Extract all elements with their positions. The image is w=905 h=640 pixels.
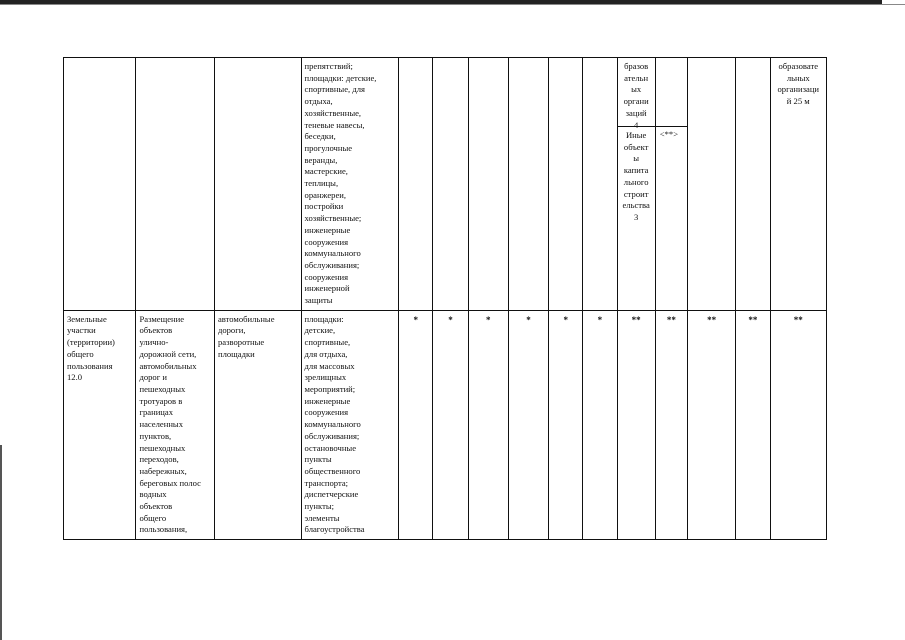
- text-line: Земельные: [67, 313, 107, 324]
- table-cell-split: [617, 58, 655, 311]
- text-line: органи: [623, 96, 649, 107]
- text-line: ельства: [622, 200, 650, 211]
- table-cell: [136, 310, 215, 539]
- text-line: 4: [634, 119, 639, 130]
- table-cell: [214, 310, 301, 539]
- text-line: бразов: [624, 61, 649, 71]
- text-line: 3: [634, 211, 639, 222]
- text-line: дороги,: [217, 325, 246, 336]
- text-line: Иные: [625, 130, 647, 140]
- text-line: ых: [631, 84, 642, 95]
- text-line: инженерные: [304, 224, 351, 235]
- split-cell-top: [618, 58, 655, 130]
- text-line: остановочные: [304, 442, 357, 453]
- table-cell: [64, 310, 136, 539]
- table-cell: [214, 58, 301, 311]
- text-line: для массовых: [304, 360, 355, 371]
- text-line: сооружения: [304, 236, 349, 247]
- table-cell: [508, 58, 548, 311]
- text-line: границах: [139, 407, 174, 418]
- text-line: пользования,: [139, 524, 188, 535]
- table-row: [64, 58, 827, 311]
- text-line: объектов: [139, 501, 173, 512]
- text-line: сооружения: [304, 407, 349, 418]
- text-line: беседки,: [304, 131, 336, 142]
- text-line: объектов: [139, 325, 173, 336]
- text-line: общего: [67, 348, 94, 359]
- text-line: строит: [623, 188, 649, 199]
- text-line: коммунального: [304, 419, 361, 430]
- text-line: площадки: [217, 348, 255, 359]
- text-line: ательн: [624, 72, 649, 83]
- table-cell: [770, 58, 826, 311]
- text-line: спортивные, для: [304, 84, 365, 95]
- mark-cell: *: [468, 310, 508, 539]
- text-line: дорожной сети,: [139, 348, 197, 359]
- text-line: транспорта;: [304, 477, 349, 488]
- table-row: [64, 310, 827, 539]
- text-line: заций: [625, 107, 647, 118]
- text-line: благоустройства: [304, 524, 365, 535]
- table-cell: [301, 310, 399, 539]
- text-line: пешеходных: [139, 383, 186, 394]
- text-line: обслуживания;: [304, 259, 360, 270]
- text-line: инженерной: [304, 283, 350, 294]
- text-line: участки: [67, 325, 96, 336]
- table-cell: [583, 58, 617, 311]
- text-line: инженерные: [304, 395, 351, 406]
- text-line: хозяйственные;: [304, 213, 362, 224]
- text-line: мастерские,: [304, 166, 348, 177]
- text-line: хозяйственные,: [304, 107, 362, 118]
- text-line: набережных,: [139, 465, 187, 476]
- table-cell: [64, 58, 136, 311]
- scan-left-edge-mark: [0, 445, 2, 640]
- text-line: прогулочные: [304, 142, 353, 153]
- text-line: для отдыха,: [304, 348, 348, 359]
- text-line: дорог и: [139, 372, 168, 383]
- mark-cell: *: [433, 310, 468, 539]
- mark-cell: *: [508, 310, 548, 539]
- footnote-marker: <**>: [659, 129, 679, 139]
- text-line: спортивные,: [304, 337, 351, 348]
- text-line: 12.0: [67, 372, 83, 383]
- text-line: пунктов,: [139, 430, 172, 441]
- table-cell: [736, 58, 770, 311]
- table-cell: [549, 58, 583, 311]
- text-line: сооружения: [304, 271, 349, 282]
- text-line: оранжереи,: [304, 189, 347, 200]
- text-line: образовате: [778, 61, 819, 71]
- text-line: ы: [633, 153, 640, 164]
- mark-cell: **: [617, 310, 655, 539]
- text-line: тротуаров в: [139, 395, 183, 406]
- mark-cell: **: [655, 310, 687, 539]
- mark-cell: *: [549, 310, 583, 539]
- text-line: площадки:: [304, 313, 344, 324]
- text-line: береговых полос: [139, 477, 201, 488]
- text-line: веранды,: [304, 154, 338, 165]
- text-line: улично-: [139, 337, 169, 348]
- text-line: теневые навесы,: [304, 119, 365, 130]
- table-cell: [433, 58, 468, 311]
- scan-top-edge-thin: [0, 4, 905, 5]
- text-line: препятствий;: [304, 61, 353, 71]
- table-cell: [468, 58, 508, 311]
- text-line: общего: [139, 512, 167, 523]
- text-line: отдыха,: [304, 96, 333, 107]
- text-line: элементы: [304, 512, 340, 523]
- split-cell-top: [656, 58, 687, 127]
- text-line: пункты: [304, 454, 332, 465]
- text-line: зрелищных: [304, 372, 347, 383]
- zoning-regulations-table: [63, 57, 827, 540]
- text-line: объект: [623, 141, 649, 152]
- mark-cell: *: [399, 310, 433, 539]
- text-line: Размещение: [139, 313, 185, 324]
- mark-cell: **: [770, 310, 826, 539]
- text-line: пользования: [67, 360, 113, 371]
- text-line: пункты;: [304, 501, 335, 512]
- text-line: защиты: [304, 295, 333, 306]
- text-line: площадки: детские,: [304, 72, 377, 83]
- text-line: мероприятий;: [304, 383, 356, 394]
- text-line: общественного: [304, 465, 361, 476]
- mark-cell: *: [583, 310, 617, 539]
- mark-cell: **: [736, 310, 770, 539]
- table-cell: [136, 58, 215, 311]
- text-line: детские,: [304, 325, 336, 336]
- text-line: постройки: [304, 201, 344, 212]
- split-cell-bottom: [618, 127, 655, 227]
- text-line: пешеходных: [139, 442, 186, 453]
- text-line: разворотные: [217, 337, 265, 348]
- text-line: диспетчерские: [304, 489, 359, 500]
- text-line: обслуживания;: [304, 430, 360, 441]
- text-line: водных: [139, 489, 167, 500]
- text-line: капита: [623, 165, 649, 176]
- mark-cell: **: [687, 310, 735, 539]
- table-cell-split: [655, 58, 687, 311]
- text-line: автомобильные: [217, 313, 275, 324]
- table-cell: [399, 58, 433, 311]
- text-line: населенных: [139, 419, 183, 430]
- table-cell: [301, 58, 399, 311]
- text-line: (территории): [67, 337, 115, 348]
- text-line: й 25 м: [786, 96, 810, 107]
- table-cell: [687, 58, 735, 311]
- text-line: коммунального: [304, 248, 361, 259]
- text-line: теплицы,: [304, 178, 339, 189]
- text-line: льных: [786, 72, 810, 83]
- text-line: автомобильных: [139, 360, 197, 371]
- text-line: льного: [623, 176, 649, 187]
- text-line: организаци: [777, 84, 820, 95]
- text-line: переходов,: [139, 454, 179, 465]
